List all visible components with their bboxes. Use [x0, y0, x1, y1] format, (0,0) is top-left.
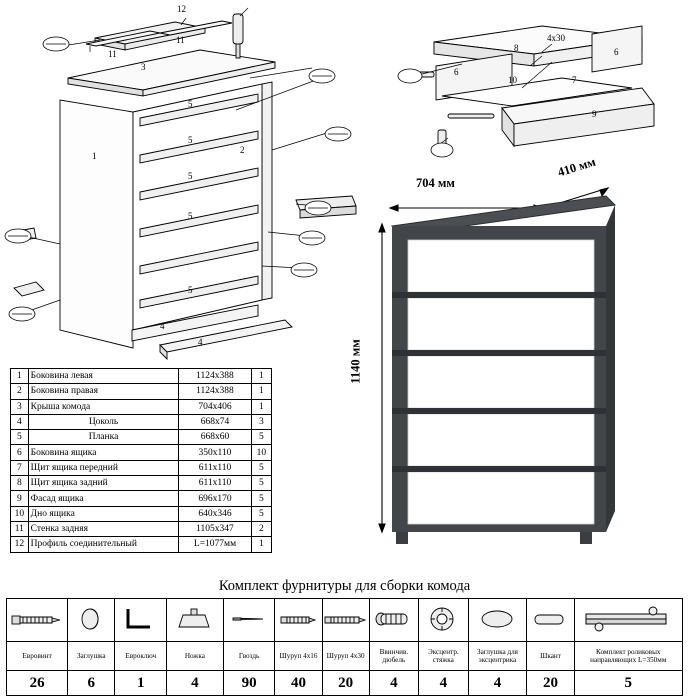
part-name: Щит ящика задний	[28, 476, 179, 491]
hardware-label: Евровинт	[7, 642, 68, 671]
part-name: Фасад ящика	[28, 491, 179, 506]
callout-5-a: 5	[188, 99, 193, 109]
hardware-label: Шуруп 4х30	[322, 642, 369, 671]
part-quantity: 1	[251, 384, 271, 399]
hardware-label: Заглушка для эксцентрика	[468, 642, 527, 671]
part-number: 3	[11, 399, 29, 414]
part-dimension: 668х60	[179, 430, 251, 445]
hardware-quantity: 4	[167, 671, 224, 696]
part-number: 8	[11, 476, 29, 491]
part-name: Цоколь	[28, 414, 179, 429]
hardware-label: Ножка	[167, 642, 224, 671]
part-number: 2	[11, 384, 29, 399]
screw-icon	[275, 599, 322, 642]
slide-rail-icon	[574, 599, 682, 642]
parts-table	[10, 368, 272, 553]
callout-12: 12	[177, 4, 186, 14]
hardware-label: Евроключ	[115, 642, 167, 671]
table-row	[11, 414, 272, 429]
part-dimension: 668х74	[179, 414, 251, 429]
table-row	[11, 521, 272, 536]
hardware-label: Шуруп 4х16	[275, 642, 322, 671]
hardware-kit-title: Комплект фурнитуры для сборки комода	[218, 578, 471, 594]
table-row	[11, 506, 272, 521]
callout-5-b: 5	[188, 135, 193, 145]
hardware-quantity: 4	[468, 671, 527, 696]
table-row	[11, 537, 272, 552]
part-number: 7	[11, 460, 29, 475]
part-dimension: 350х110	[179, 445, 251, 460]
drawer-callout-9: 9	[592, 109, 597, 119]
part-number: 5	[11, 430, 29, 445]
hardware-label: Ввинчив. дюбель	[369, 642, 418, 671]
hardware-quantity: 6	[68, 671, 115, 696]
hardware-label: Шкант	[527, 642, 574, 671]
part-dimension: 1124х388	[179, 369, 251, 384]
part-name: Боковина правая	[28, 384, 179, 399]
drawer-assembly-diagram	[392, 4, 682, 164]
allen-key-icon	[115, 599, 167, 642]
part-dimension: 1124х388	[179, 384, 251, 399]
part-name: Профиль соединительный	[28, 537, 179, 552]
part-number: 1	[11, 369, 29, 384]
part-quantity: 2	[251, 521, 271, 536]
drawer-callout-7: 7	[572, 75, 577, 85]
cam-lock-icon	[419, 599, 468, 642]
part-quantity: 1	[251, 399, 271, 414]
nail-icon	[223, 599, 275, 642]
cap-icon	[68, 599, 115, 642]
leg-icon	[167, 599, 224, 642]
euroscrew-icon	[7, 599, 68, 642]
part-dimension: 704х406	[179, 399, 251, 414]
part-dimension: L=1077мм	[179, 537, 251, 552]
hardware-kit-table	[6, 598, 683, 696]
hardware-quantity: 20	[322, 671, 369, 696]
part-dimension: 1105х347	[179, 521, 251, 536]
screw-long-icon	[322, 599, 369, 642]
callout-3: 3	[141, 62, 146, 72]
drawer-callout-6-left: 6	[454, 67, 459, 77]
part-number: 9	[11, 491, 29, 506]
table-row	[11, 476, 272, 491]
part-name: Боковина ящика	[28, 445, 179, 460]
part-number: 10	[11, 506, 29, 521]
part-number: 12	[11, 537, 29, 552]
dimension-height: 1140 мм	[348, 339, 363, 384]
callout-5-e: 5	[188, 285, 193, 295]
part-quantity: 5	[251, 506, 271, 521]
drawer-callout-10: 10	[508, 75, 517, 85]
part-quantity: 5	[251, 491, 271, 506]
dimension-depth: 410 мм	[556, 154, 598, 180]
part-dimension: 696х170	[179, 491, 251, 506]
part-name: Дно ящика	[28, 506, 179, 521]
hardware-label: Заглушка	[68, 642, 115, 671]
table-row	[11, 460, 272, 475]
callout-2: 2	[240, 145, 245, 155]
drawer-callout-6-right: 6	[614, 47, 619, 57]
dresser-render	[348, 154, 685, 560]
table-row	[11, 369, 272, 384]
part-name: Крыша комода	[28, 399, 179, 414]
callout-4-b: 4	[198, 337, 203, 347]
hardware-quantity: 40	[275, 671, 322, 696]
part-quantity: 5	[251, 430, 271, 445]
callout-1: 1	[92, 151, 97, 161]
callout-11-right: 11	[176, 35, 185, 45]
exploded-assembly-diagram	[0, 0, 380, 360]
dowel-wood-icon	[527, 599, 574, 642]
part-quantity: 5	[251, 476, 271, 491]
part-quantity: 5	[251, 460, 271, 475]
hardware-quantity: 20	[527, 671, 574, 696]
table-row	[11, 399, 272, 414]
hardware-quantity: 26	[7, 671, 68, 696]
hardware-quantity: 1	[115, 671, 167, 696]
table-row	[11, 491, 272, 506]
part-dimension: 611х110	[179, 460, 251, 475]
part-name: Стенка задняя	[28, 521, 179, 536]
dowel-icon	[369, 599, 418, 642]
part-name: Планка	[28, 430, 179, 445]
hardware-label: Комплект роликовых направляющих L=350мм	[574, 642, 682, 671]
table-row	[11, 384, 272, 399]
part-quantity: 10	[251, 445, 271, 460]
part-dimension: 640х346	[179, 506, 251, 521]
part-quantity: 1	[251, 537, 271, 552]
dimension-width: 704 мм	[416, 176, 455, 190]
part-dimension: 611х110	[179, 476, 251, 491]
table-row	[11, 430, 272, 445]
hardware-label: Гвоздь	[223, 642, 275, 671]
drawer-callout-4x30: 4х30	[547, 33, 565, 43]
hardware-label: Эксцентр. стяжка	[419, 642, 468, 671]
callout-5-d: 5	[188, 211, 193, 221]
callout-4-a: 4	[160, 321, 165, 331]
part-number: 4	[11, 414, 29, 429]
hardware-quantity: 4	[419, 671, 468, 696]
part-number: 11	[11, 521, 29, 536]
part-quantity: 3	[251, 414, 271, 429]
callout-11-left: 11	[108, 49, 117, 59]
part-number: 6	[11, 445, 29, 460]
callout-5-c: 5	[188, 171, 193, 181]
hardware-quantity: 90	[223, 671, 275, 696]
cam-cap-icon	[468, 599, 527, 642]
hardware-quantity: 4	[369, 671, 418, 696]
hardware-quantity: 5	[574, 671, 682, 696]
part-quantity: 1	[251, 369, 271, 384]
table-row	[11, 445, 272, 460]
part-name: Щит ящика передний	[28, 460, 179, 475]
drawer-callout-8: 8	[514, 43, 519, 53]
part-name: Боковина левая	[28, 369, 179, 384]
